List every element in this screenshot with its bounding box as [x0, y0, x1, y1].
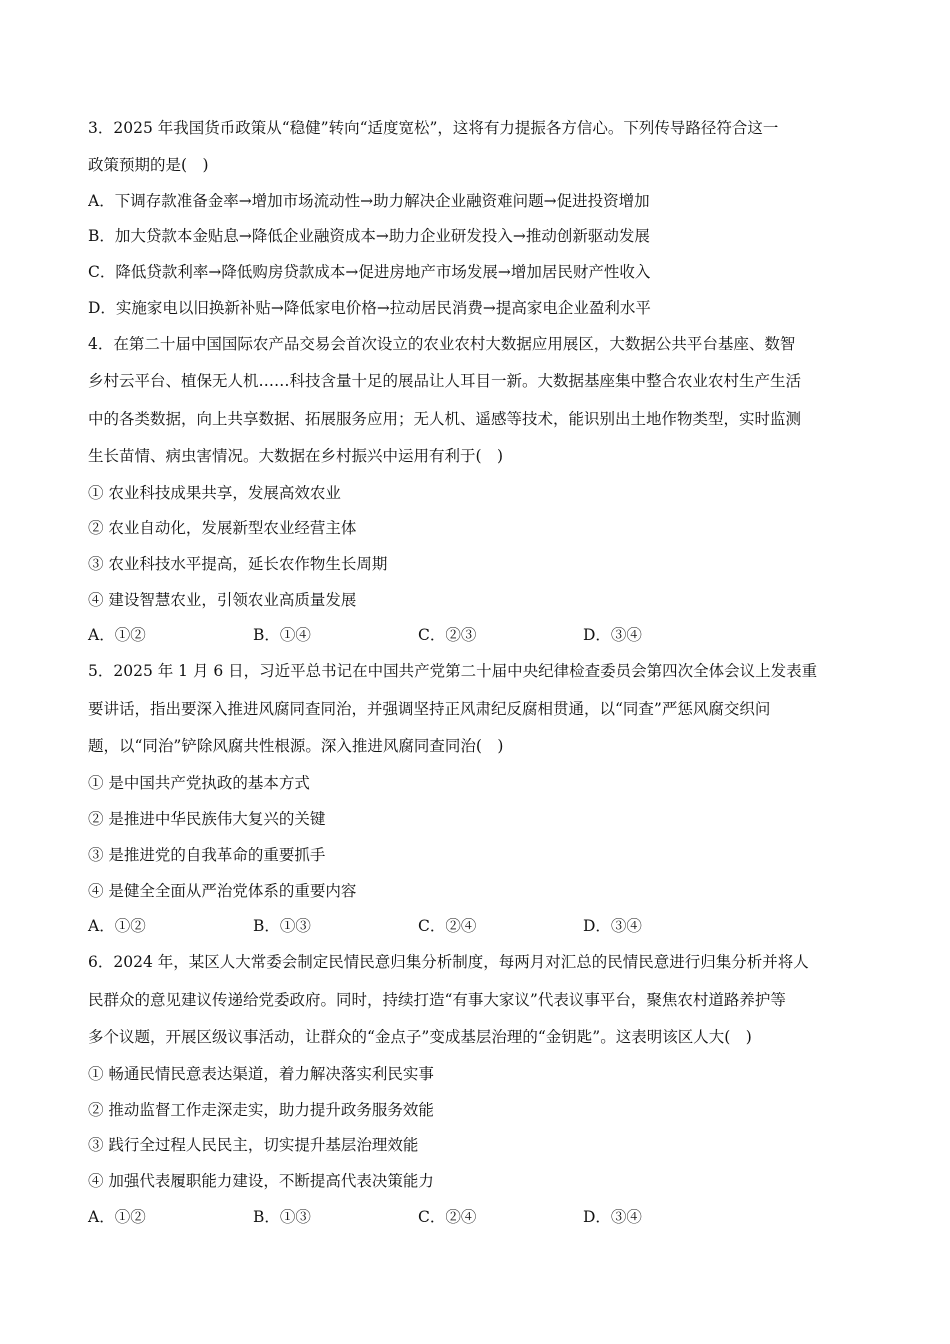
q6-item-3: ③ 践行全过程人民民主，切实提升基层治理效能	[88, 1136, 419, 1154]
q5-choices	[88, 915, 868, 937]
q4-choice-a: A．①②	[88, 626, 146, 644]
q6-stem-line-1: 6．2024 年，某区人大常委会制定民情民意归集分析制度，每两月对汇总的民情民意进行归集分析并将人	[88, 953, 809, 971]
q5-item-1: ① 是中国共产党执政的基本方式	[88, 774, 310, 792]
q4-choice-b: B．①④	[253, 626, 311, 644]
q6-choices	[88, 1206, 868, 1228]
q3-stem-line-1: 3．2025 年我国货币政策从“稳健”转向“适度宽松”，这将有力提振各方信心。下列传导路径符合这一	[88, 119, 779, 137]
q5-stem-line-1: 5．2025 年 1 月 6 日，习近平总书记在中国共产党第二十届中央纪律检查委员会第四次全体会议上发表重	[88, 662, 818, 680]
q4-choices	[88, 624, 868, 646]
q5-stem-line-2: 要讲话，指出要深入推进风腐同查同治，并强调坚持正风肃纪反腐相贯通，以“同查”严惩风腐交织问	[88, 700, 771, 718]
q4-stem-line-4: 生长苗情、病虫害情况。大数据在乡村振兴中运用有利于( )	[88, 447, 504, 465]
q4-stem-line-3: 中的各类数据，向上共享数据、拓展服务应用；无人机、遥感等技术，能识别出土地作物类型，实时监测	[88, 410, 802, 428]
q5-stem-line-3: 题，以“同治”铲除风腐共性根源。深入推进风腐同查同治( )	[88, 737, 504, 755]
q4-item-2: ② 农业自动化，发展新型农业经营主体	[88, 519, 357, 537]
q3-option-a: A．下调存款准备金率→增加市场流动性→助力解决企业融资难问题→促进投资增加	[88, 192, 650, 210]
q5-choice-d: D．③④	[583, 917, 642, 935]
q5-choice-b: B．①③	[253, 917, 311, 935]
q5-choice-a: A．①②	[88, 917, 146, 935]
q3-option-b: B．加大贷款本金贴息→降低企业融资成本→助力企业研发投入→推动创新驱动发展	[88, 227, 650, 245]
q6-stem-line-2: 民群众的意见建议传递给党委政府。同时，持续打造“有事大家议”代表议事平台，聚焦农村道路养护等	[88, 991, 786, 1009]
q5-item-3: ③ 是推进党的自我革命的重要抓手	[88, 846, 326, 864]
q6-stem-line-3: 多个议题，开展区级议事活动，让群众的“金点子”变成基层治理的“金钥匙”。这表明该区人大( )	[88, 1028, 752, 1046]
q6-choice-b: B．①③	[253, 1208, 311, 1226]
q6-item-1: ① 畅通民情民意表达渠道，着力解决落实利民实事	[88, 1065, 434, 1083]
q6-item-2: ② 推动监督工作走深走实，助力提升政务服务效能	[88, 1101, 434, 1119]
q6-choice-d: D．③④	[583, 1208, 642, 1226]
q6-choice-a: A．①②	[88, 1208, 146, 1226]
q6-item-4: ④ 加强代表履职能力建设，不断提高代表决策能力	[88, 1172, 434, 1190]
q4-choice-d: D．③④	[583, 626, 642, 644]
q3-option-d: D．实施家电以旧换新补贴→降低家电价格→拉动居民消费→提高家电企业盈利水平	[88, 299, 651, 317]
q4-stem-line-2: 乡村云平台、植保无人机……科技含量十足的展品让人耳目一新。大数据基座集中整合农业农村生产生活	[88, 372, 802, 390]
q6-choice-c: C．②④	[418, 1208, 477, 1226]
q4-item-3: ③ 农业科技水平提高，延长农作物生长周期	[88, 555, 388, 573]
q3-stem-line-2: 政策预期的是( )	[88, 156, 209, 174]
q3-option-c: C．降低贷款利率→降低购房贷款成本→促进房地产市场发展→增加居民财产性收入	[88, 263, 651, 281]
q4-item-4: ④ 建设智慧农业，引领农业高质量发展	[88, 591, 357, 609]
q5-item-2: ② 是推进中华民族伟大复兴的关键	[88, 810, 326, 828]
q4-stem-line-1: 4．在第二十届中国国际农产品交易会首次设立的农业农村大数据应用展区，大数据公共平台基座、数智	[88, 335, 796, 353]
q4-choice-c: C．②③	[418, 626, 477, 644]
q5-item-4: ④ 是健全全面从严治党体系的重要内容	[88, 882, 357, 900]
q4-item-1: ① 农业科技成果共享，发展高效农业	[88, 484, 341, 502]
q5-choice-c: C．②④	[418, 917, 477, 935]
